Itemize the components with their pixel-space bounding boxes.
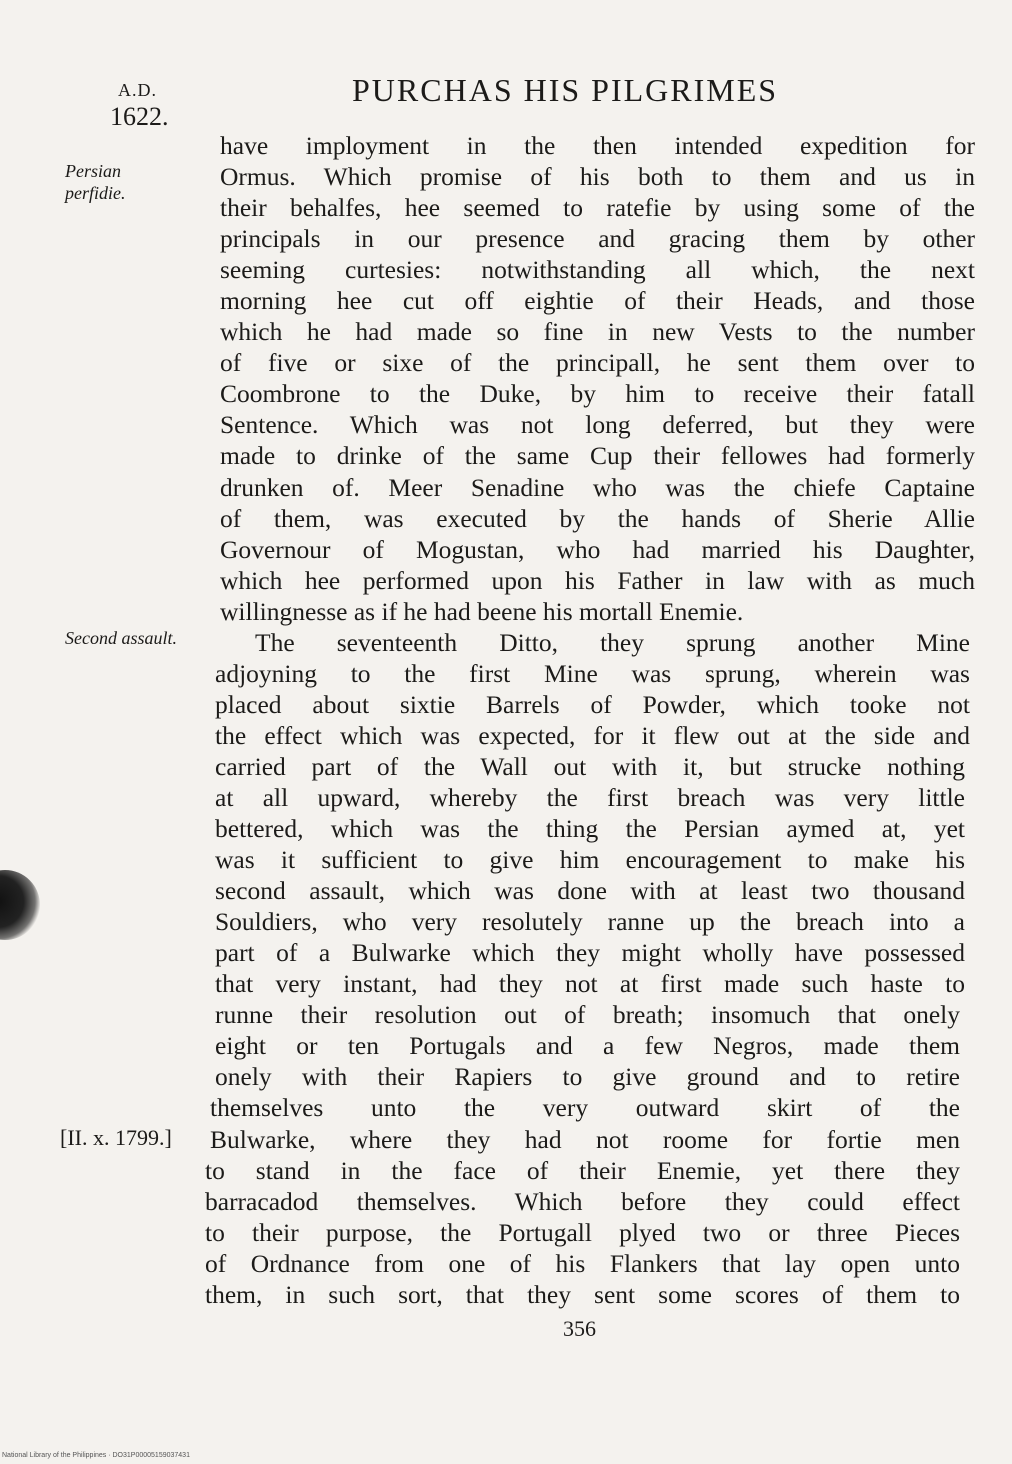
body-line: themselves unto the very outward skirt of the <box>210 1093 960 1123</box>
body-line: Ormus. Which promise of his both to them and us in <box>220 162 975 192</box>
body-line: to stand in the face of their Enemie, yet there they <box>205 1155 960 1185</box>
body-line: bettered, which was the thing the Persian aymed at, yet <box>215 814 965 844</box>
body-line: drunken of. Meer Senadine who was the chiefe Captaine <box>220 472 975 502</box>
footer-credit: National Library of the Philippines · DO31P00005159037431 <box>2 1452 190 1459</box>
running-title: PURCHAS HIS PILGRIMES <box>352 72 779 108</box>
margin-reference: [II. x. 1799.] <box>60 1125 172 1150</box>
body-line: which hee performed upon his Father in law with as much <box>220 565 975 595</box>
body-line: seeming curtesies: notwithstanding all which, the next <box>220 255 975 285</box>
margin-note-second-assault: Second assault. <box>65 628 177 648</box>
body-line: barracadod themselves. Which before they could effect <box>205 1186 960 1216</box>
body-line: principals in our presence and gracing them by other <box>220 224 975 254</box>
body-line: placed about sixtie Barrels of Powder, which tooke not <box>215 689 970 719</box>
body-line: of five or sixe of the principall, he sent them over to <box>220 348 975 378</box>
body-line: eight or ten Portugals and a few Negros, made them <box>215 1031 960 1061</box>
body-line: carried part of the Wall out with it, but strucke nothing <box>215 751 965 781</box>
body-line: runne their resolution out of breath; insomuch that onely <box>215 1000 960 1030</box>
margin-note-persian-line1: Persian <box>65 161 121 181</box>
body-line: was it sufficient to give him encouragement to make his <box>215 845 965 875</box>
body-line: have imployment in the then intended expedition for <box>220 131 975 160</box>
scan-thumb-shadow <box>0 870 40 940</box>
body-line: that very instant, had they not at first made such haste to <box>215 969 965 999</box>
body-line: The seventeenth Ditto, they sprung another Mine <box>255 627 970 657</box>
body-text <box>205 130 975 1310</box>
margin-era: A.D. <box>118 80 157 100</box>
page-number: 356 <box>563 1316 596 1341</box>
body-line: to their purpose, the Portugall plyed two or three Pieces <box>205 1217 960 1247</box>
margin-note-persian-perfidie <box>65 160 175 204</box>
body-line: their behalfes, hee seemed to ratefie by using some of the <box>220 193 975 223</box>
body-line: willingnesse as if he had beene his mortall Enemie. <box>220 596 744 626</box>
body-line: onely with their Rapiers to give ground and to retire <box>215 1062 960 1092</box>
body-line: of them, was executed by the hands of Sherie Allie <box>220 503 975 533</box>
body-line: which he had made so fine in new Vests to the number <box>220 317 975 347</box>
margin-year: 1622. <box>110 102 169 131</box>
body-line: Coombrone to the Duke, by him to receive their fatall <box>220 379 975 409</box>
body-line: made to drinke of the same Cup their fellowes had formerly <box>220 441 975 471</box>
body-line: Governour of Mogustan, who had married his Daughter, <box>220 534 975 564</box>
body-line: the effect which was expected, for it flew out at the side and <box>215 720 970 750</box>
body-line: them, in such sort, that they sent some scores of them to <box>205 1279 960 1309</box>
body-line: part of a Bulwarke which they might wholly have possessed <box>215 938 965 968</box>
margin-note-persian-line2: perfidie. <box>65 183 126 203</box>
body-line: morning hee cut off eightie of their Heads, and those <box>220 286 975 316</box>
body-line: Sentence. Which was not long deferred, but they were <box>220 410 975 440</box>
body-line: of Ordnance from one of his Flankers that lay open unto <box>205 1248 960 1278</box>
body-line: adjoyning to the first Mine was sprung, wherein was <box>215 658 970 688</box>
body-line: Souldiers, who very resolutely ranne up the breach into a <box>215 907 965 937</box>
body-line: Bulwarke, where they had not roome for fortie men <box>210 1124 960 1154</box>
body-line: second assault, which was done with at least two thousand <box>215 876 965 906</box>
body-line: at all upward, whereby the first breach was very little <box>215 782 965 812</box>
